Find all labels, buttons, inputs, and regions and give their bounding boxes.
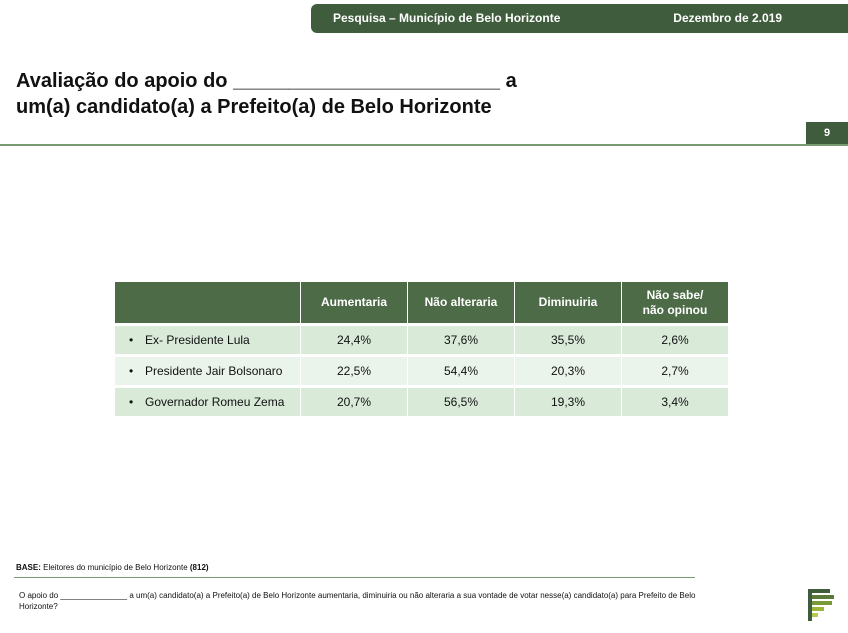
table-row <box>115 356 729 387</box>
cell-diminuiria: 20,3% <box>515 356 622 387</box>
col-header-nao-sabe-line2: não opinou <box>642 302 708 317</box>
table-header-empty <box>115 282 301 325</box>
row-label-text: Governador Romeu Zema <box>145 395 285 409</box>
cell-nao-alteraria: 54,4% <box>408 356 515 387</box>
base-note <box>16 563 209 572</box>
cell-nao-sabe: 3,4% <box>622 387 729 418</box>
title-line-2: um(a) candidato(a) a Prefeito(a) de Belo Horizonte <box>16 96 492 118</box>
title-divider <box>0 144 848 146</box>
row-label <box>115 325 301 356</box>
col-header-nao-sabe <box>622 282 729 325</box>
row-label-text: Ex- Presidente Lula <box>145 333 250 347</box>
footer-divider <box>14 577 695 578</box>
col-header-aumentaria: Aumentaria <box>301 282 408 325</box>
survey-date: Dezembro de 2.019 <box>673 11 782 25</box>
cell-nao-alteraria: 37,6% <box>408 325 515 356</box>
survey-question: O apoio do _______________ a um(a) candidato(a) a Prefeito(a) de Belo Horizonte aumentaria, diminuiria ou não alteraria a sua vontade de votar nesse(a) candidato(a) para Prefeito de Belo Horizonte? <box>19 591 696 611</box>
cell-nao-sabe: 2,7% <box>622 356 729 387</box>
cell-diminuiria: 35,5% <box>515 325 622 356</box>
base-text: Eleitores do município de Belo Horizonte <box>43 563 188 572</box>
cell-aumentaria: 20,7% <box>301 387 408 418</box>
table-row <box>115 387 729 418</box>
col-header-diminuiria: Diminuiria <box>515 282 622 325</box>
cell-diminuiria: 19,3% <box>515 387 622 418</box>
table-header-row <box>115 282 729 325</box>
page-number: 9 <box>806 122 848 144</box>
results-table <box>115 282 729 419</box>
cell-aumentaria: 24,4% <box>301 325 408 356</box>
row-label-text: Presidente Jair Bolsonaro <box>145 364 283 378</box>
cell-aumentaria: 22,5% <box>301 356 408 387</box>
col-header-nao-alteraria: Não alteraria <box>408 282 515 325</box>
row-label <box>115 387 301 418</box>
title-line-1: Avaliação do apoio do ________________________ a <box>16 70 517 92</box>
page-title <box>16 68 656 120</box>
bullet-icon: • <box>129 395 134 409</box>
company-logo-icon <box>808 589 834 621</box>
header-bar <box>311 4 848 33</box>
cell-nao-alteraria: 56,5% <box>408 387 515 418</box>
survey-title: Pesquisa – Município de Belo Horizonte <box>333 11 561 25</box>
base-count: (812) <box>189 563 209 572</box>
col-header-nao-sabe-line1: Não sabe/ <box>646 287 704 302</box>
base-label: BASE: <box>16 563 41 572</box>
row-label <box>115 356 301 387</box>
cell-nao-sabe: 2,6% <box>622 325 729 356</box>
bullet-icon: • <box>129 333 134 347</box>
bullet-icon: • <box>129 364 134 378</box>
table-row <box>115 325 729 356</box>
